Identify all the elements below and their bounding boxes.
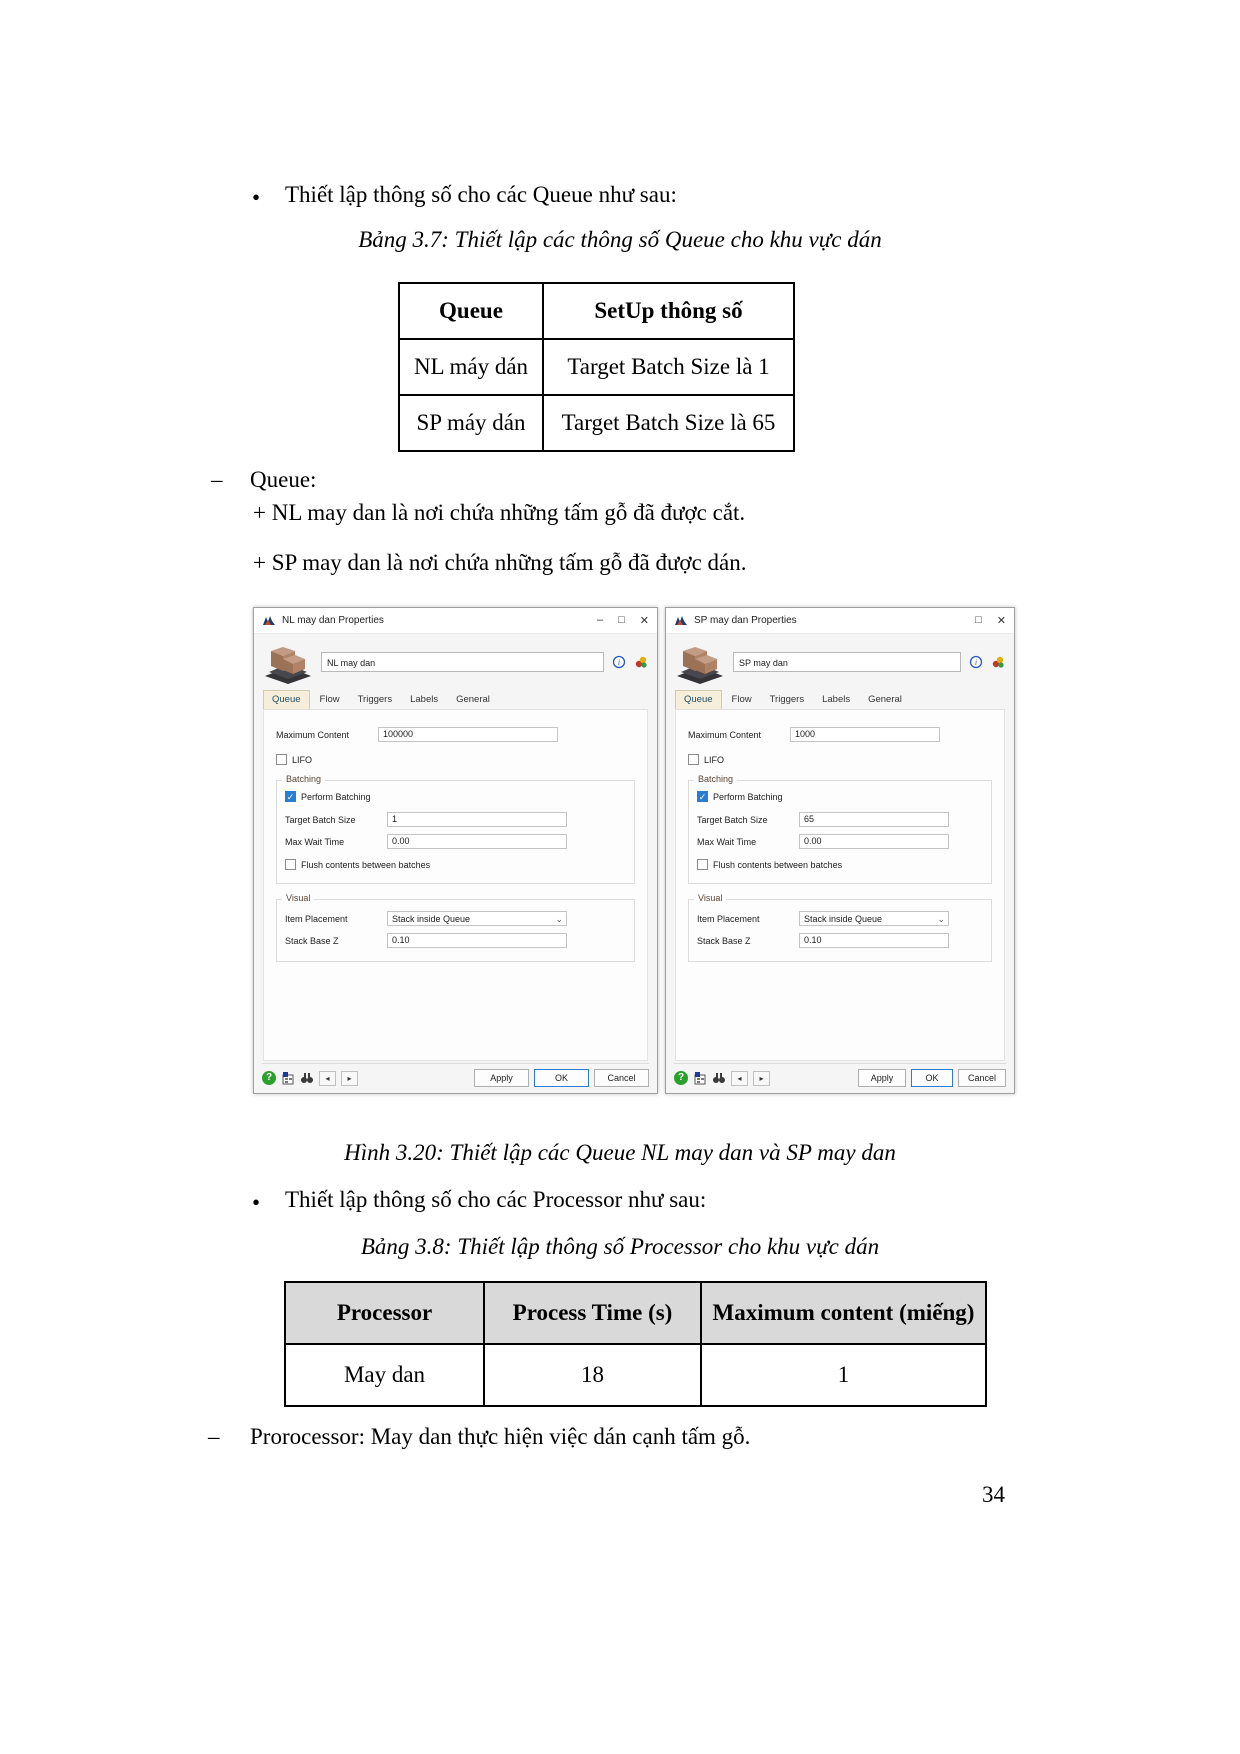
item-placement-dropdown[interactable] <box>387 911 567 926</box>
flush-contents-checkbox[interactable] <box>697 859 708 870</box>
page-number: 34 <box>982 1482 1005 1507</box>
arrow-right-button[interactable] <box>341 1071 358 1086</box>
target-batch-size-label: Target Batch Size <box>285 814 356 825</box>
queue-3d-thumbnail <box>675 639 725 685</box>
max-wait-time-input[interactable]: 0.00 <box>799 834 949 849</box>
flexsim-logo-icon <box>262 614 276 628</box>
perform-batching-label: Perform Batching <box>301 791 371 802</box>
dialog-title: NL may dan Properties <box>282 615 384 626</box>
minimize-button[interactable]: – <box>597 614 604 626</box>
dialog-bottombar <box>674 1063 1006 1087</box>
item-placement-label: Item Placement <box>697 913 760 924</box>
perform-batching-label: Perform Batching <box>713 791 783 802</box>
lifo-checkbox[interactable] <box>688 754 699 765</box>
lifo-checkbox[interactable] <box>276 754 287 765</box>
binoculars-icon[interactable] <box>300 1071 314 1085</box>
batching-group-label: Batching <box>282 774 325 784</box>
table-3-7-caption: Bảng 3.7: Thiết lập các thông số Queue cho khu vực dán <box>358 227 882 252</box>
queue-table-cell: SP máy dán <box>399 395 543 451</box>
processor-setup-table <box>284 1281 987 1407</box>
tab-general[interactable]: General <box>456 694 490 705</box>
object-name-input[interactable]: SP may dan <box>733 652 961 672</box>
sampler-icon[interactable] <box>281 1071 295 1085</box>
stack-base-z-input[interactable]: 0.10 <box>387 933 567 948</box>
proc-table-header-process-time: Process Time (s) <box>484 1282 701 1344</box>
max-wait-time-input[interactable]: 0.00 <box>387 834 567 849</box>
visual-group <box>688 893 992 962</box>
dash-marker: – <box>208 1424 220 1449</box>
sampler-icon[interactable] <box>693 1071 707 1085</box>
bullet-dot: • <box>252 185 261 210</box>
chevron-down-icon <box>937 914 945 924</box>
batching-group <box>688 774 992 884</box>
perform-batching-checkbox[interactable] <box>285 791 296 802</box>
flush-contents-label: Flush contents between batches <box>713 859 843 870</box>
queue-table-header-queue: Queue <box>399 283 543 339</box>
maximize-button[interactable]: □ <box>975 614 982 626</box>
queue-table-cell: NL máy dán <box>399 339 543 395</box>
proc-table-header-processor: Processor <box>285 1282 484 1344</box>
visual-group-label: Visual <box>694 893 726 903</box>
tab-flow[interactable]: Flow <box>319 694 340 705</box>
help-icon[interactable] <box>674 1071 688 1085</box>
cancel-button[interactable]: Cancel <box>958 1069 1006 1087</box>
max-wait-time-label: Max Wait Time <box>285 836 345 847</box>
queue-tab-panel <box>675 709 1005 1061</box>
tab-triggers[interactable]: Triggers <box>769 694 805 705</box>
svg-text:i: i <box>617 658 621 667</box>
queue-note-nl: + NL may dan là nơi chứa những tấm gỗ đã được cắt. <box>253 500 746 525</box>
binoculars-icon[interactable] <box>712 1071 726 1085</box>
arrow-left-button[interactable] <box>319 1071 336 1086</box>
color-stats-icon[interactable] <box>634 655 648 669</box>
proc-table-cell: 1 <box>701 1344 986 1406</box>
tab-queue[interactable]: Queue <box>263 690 310 709</box>
arrow-right-button[interactable] <box>753 1071 770 1086</box>
flush-contents-label: Flush contents between batches <box>301 859 431 870</box>
flush-contents-checkbox[interactable] <box>285 859 296 870</box>
dialog-bottombar <box>262 1063 649 1087</box>
target-batch-size-label: Target Batch Size <box>697 814 768 825</box>
dialog-tabs <box>263 690 648 709</box>
queue-3d-thumbnail <box>263 639 313 685</box>
table-3-8-caption: Bảng 3.8: Thiết lập thông số Processor cho khu vực dán <box>360 1234 880 1259</box>
item-placement-dropdown[interactable] <box>799 911 949 926</box>
tab-labels[interactable]: Labels <box>410 694 439 705</box>
color-stats-icon[interactable] <box>991 655 1005 669</box>
maximum-content-label: Maximum Content <box>688 729 762 740</box>
queue-setup-table <box>398 282 795 452</box>
proc-table-header-max-content: Maximum content (miếng) <box>701 1282 986 1344</box>
processor-note-text: Prorocessor: May dan thực hiện việc dán cạnh tấm gỗ. <box>250 1424 751 1449</box>
maximum-content-input[interactable]: 100000 <box>378 727 558 742</box>
properties-dialog-sp <box>665 607 1015 1094</box>
queue-table-cell: Target Batch Size là 65 <box>543 395 794 451</box>
proc-table-cell: May dan <box>285 1344 484 1406</box>
target-batch-size-input[interactable]: 1 <box>387 812 567 827</box>
item-placement-value: Stack inside Queue <box>392 913 471 924</box>
help-icon[interactable] <box>262 1071 276 1085</box>
queue-table-header-setup: SetUp thông số <box>543 283 794 339</box>
chevron-down-icon <box>555 914 563 924</box>
properties-dialog-nl <box>253 607 658 1094</box>
apply-button[interactable]: Apply <box>858 1069 906 1087</box>
batching-group <box>276 774 635 884</box>
queue-notes-label: Queue: <box>250 467 317 492</box>
close-button[interactable]: ✕ <box>639 615 649 627</box>
dialog-tabs <box>675 690 1005 709</box>
info-icon[interactable] <box>612 655 626 669</box>
name-row <box>254 634 657 688</box>
dialog-titlebar[interactable] <box>254 608 657 634</box>
ok-button[interactable]: OK <box>534 1069 589 1087</box>
target-batch-size-input[interactable]: 65 <box>799 812 949 827</box>
info-icon[interactable] <box>969 655 983 669</box>
queue-note-sp: + SP may dan là nơi chứa những tấm gỗ đã được dán. <box>253 550 747 575</box>
perform-batching-checkbox[interactable] <box>697 791 708 802</box>
ok-button[interactable]: OK <box>911 1069 953 1087</box>
dash-marker: – <box>211 467 223 492</box>
queue-tab-panel <box>263 709 648 1061</box>
bullet-dot: • <box>252 1190 261 1215</box>
flexsim-logo-icon <box>674 614 688 628</box>
maximum-content-label: Maximum Content <box>276 729 350 740</box>
maximum-content-input[interactable]: 1000 <box>790 727 940 742</box>
table-row <box>399 339 794 395</box>
table-row <box>285 1344 986 1406</box>
figure-3-20-caption: Hình 3.20: Thiết lập các Queue NL may dan và SP may dan <box>344 1140 896 1165</box>
tab-triggers[interactable]: Triggers <box>357 694 393 705</box>
name-row <box>666 634 1014 688</box>
max-wait-time-label: Max Wait Time <box>697 836 757 847</box>
table-row <box>399 395 794 451</box>
svg-text:i: i <box>974 658 978 667</box>
visual-group <box>276 893 635 962</box>
stack-base-z-input[interactable]: 0.10 <box>799 933 949 948</box>
maximize-button[interactable]: □ <box>618 614 625 626</box>
item-placement-value: Stack inside Queue <box>804 913 883 924</box>
stack-base-z-label: Stack Base Z <box>697 935 751 946</box>
lifo-label: LIFO <box>704 754 725 765</box>
batching-group-label: Batching <box>694 774 737 784</box>
close-button[interactable]: ✕ <box>996 615 1006 627</box>
dialog-title: SP may dan Properties <box>694 615 797 626</box>
tab-labels[interactable]: Labels <box>822 694 851 705</box>
queue-table-cell: Target Batch Size là 1 <box>543 339 794 395</box>
apply-button[interactable]: Apply <box>474 1069 529 1087</box>
processor-intro-text: Thiết lập thông số cho các Processor như sau: <box>285 1187 707 1212</box>
item-placement-label: Item Placement <box>285 913 348 924</box>
tab-flow[interactable]: Flow <box>731 694 752 705</box>
object-name-input[interactable]: NL may dan <box>321 652 604 672</box>
cancel-button[interactable]: Cancel <box>594 1069 649 1087</box>
proc-table-cell: 18 <box>484 1344 701 1406</box>
queue-intro-text: Thiết lập thông số cho các Queue như sau: <box>285 182 677 207</box>
stack-base-z-label: Stack Base Z <box>285 935 339 946</box>
visual-group-label: Visual <box>282 893 314 903</box>
tab-general[interactable]: General <box>868 694 902 705</box>
arrow-left-button[interactable] <box>731 1071 748 1086</box>
lifo-label: LIFO <box>292 754 313 765</box>
tab-queue[interactable]: Queue <box>675 690 722 709</box>
dialog-titlebar[interactable] <box>666 608 1014 634</box>
